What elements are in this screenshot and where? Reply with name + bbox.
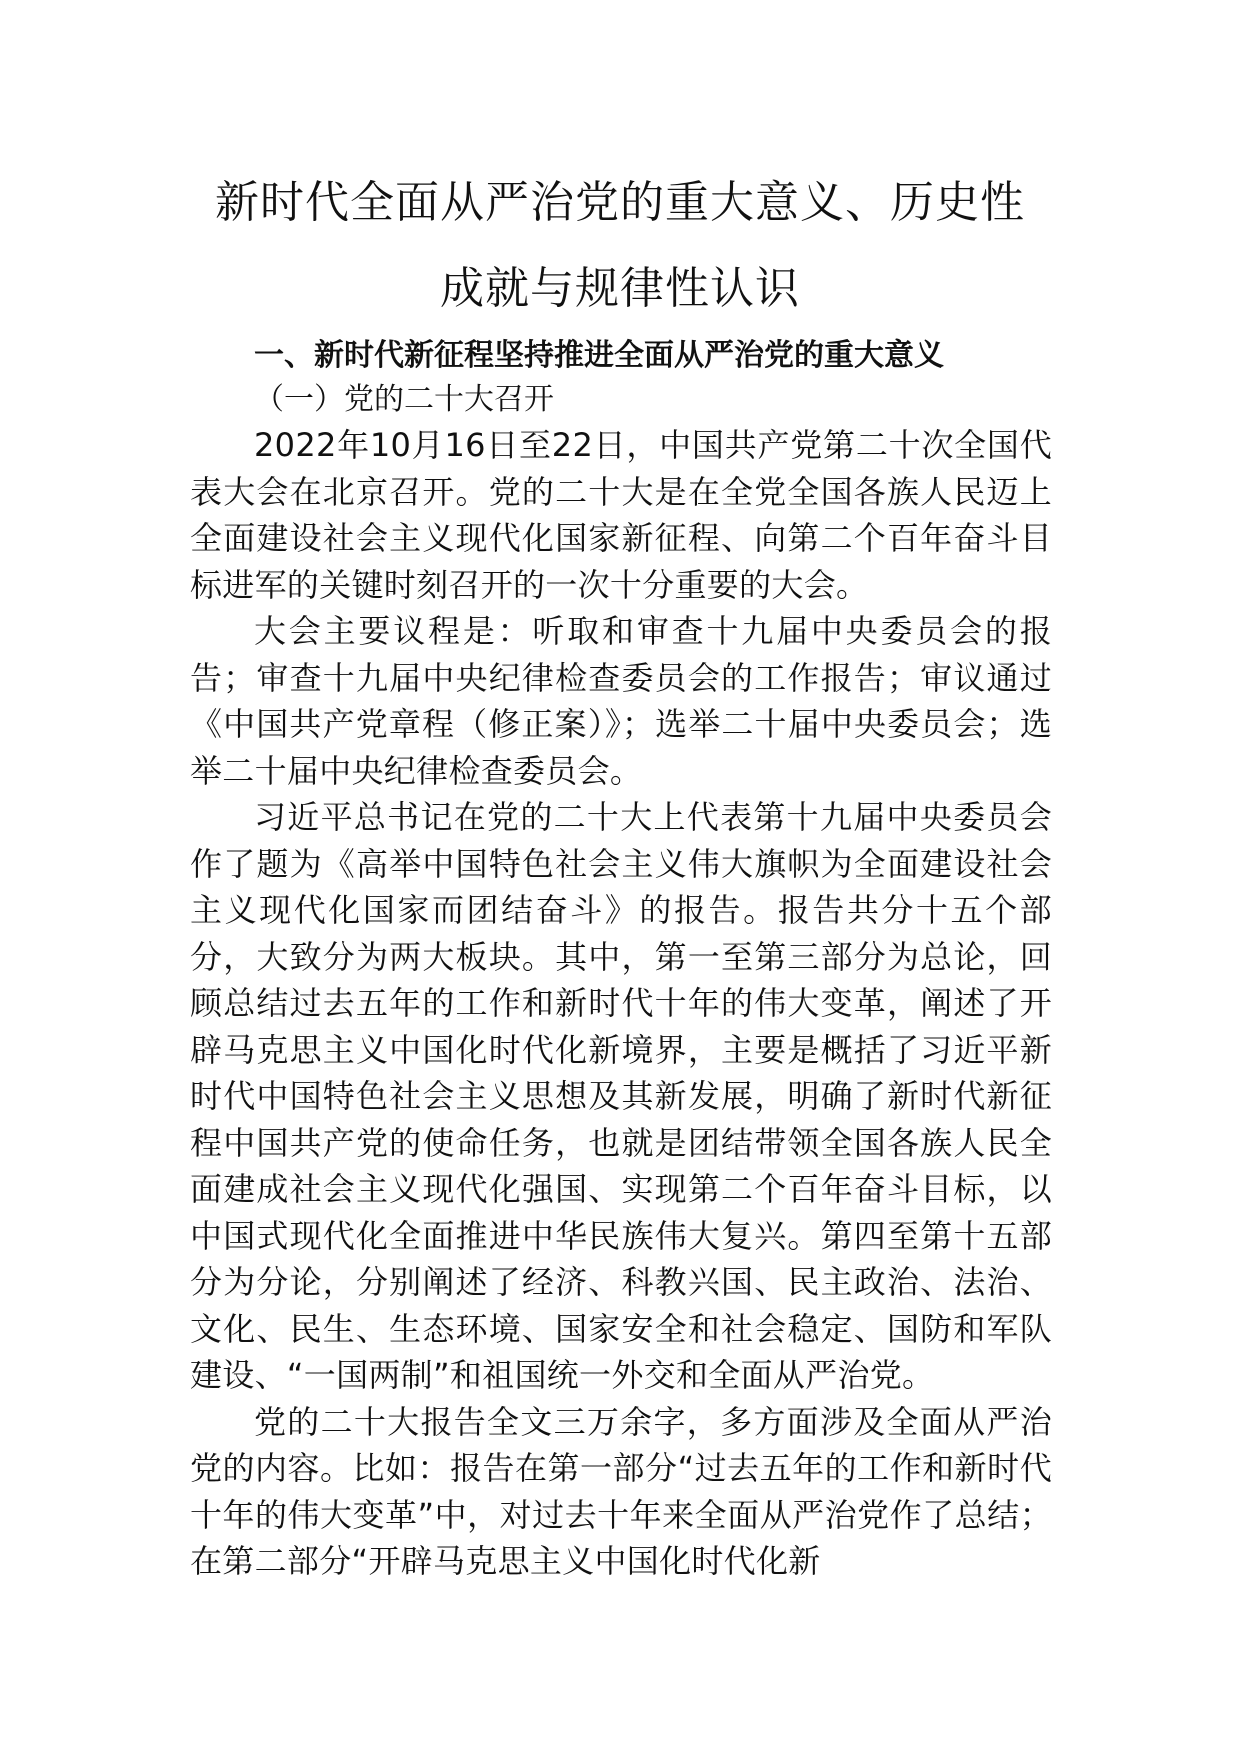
paragraph-2: 大会主要议程是：听取和审查十九届中央委员会的报告；审查十九届中央纪律检查委员会的工作报告；审议通过《中国共产党章程（修正案）》；选举二十届中央委员会；选举二十届中央纪律检查委员会。 [190,612,1052,790]
document-title [150,160,1090,332]
section-heading: 一、新时代新征程坚持推进全面从严治党的重大意义 [254,338,944,373]
paragraph-3: 习近平总书记在党的二十大上代表第十九届中央委员会作了题为《高举中国特色社会主义伟大旗帜为全面建设社会主义现代化国家而团结奋斗》的报告。报告共分十五个部分，大致分为两大板块。其中，第一至第三部分为总论，回顾总结过去五年的工作和新时代十年的伟大变革，阐述了开辟马克思主义中国化时代化新境界，主要是概括了习近平新时代中国特色社会主义思想及其新发展，明确了新时代新征程中国共产党的使命任务，也就是团结带领全国各族人民全面建成社会主义现代化强国、实现第二个百年奋斗目标，以中国式现代化全面推进中华民族伟大复兴。第四至第十五部分为分论，分别阐述了经济、科教兴国、民主政治、法治、文化、民生、生态环境、国家安全和社会稳定、国防和军队建设、“一国两制”和祖国统一外交和全面从严治党。 [190,798,1052,1394]
paragraph-1: 2022年10月16日至22日，中国共产党第二十次全国代表大会在北京召开。党的二十大是在全党全国各族人民迈上全面建设社会主义现代化国家新征程、向第二个百年奋斗目标进军的关键时刻召开的一次十分重要的大会。 [190,426,1052,604]
subsection-heading: （一）党的二十大召开 [254,382,554,417]
document-body [190,334,1052,1585]
title-line-2: 成就与规律性认识 [440,263,800,314]
paragraph-4: 党的二十大报告全文三万余字，多方面涉及全面从严治党的内容。比如：报告在第一部分“过去五年的工作和新时代十年的伟大变革”中，对过去十年来全面从严治党作了总结；在第二部分“开辟马克思主义中国化时代化新 [190,1402,1052,1580]
title-line-1: 新时代全面从严治党的重大意义、历史性 [215,177,1025,228]
